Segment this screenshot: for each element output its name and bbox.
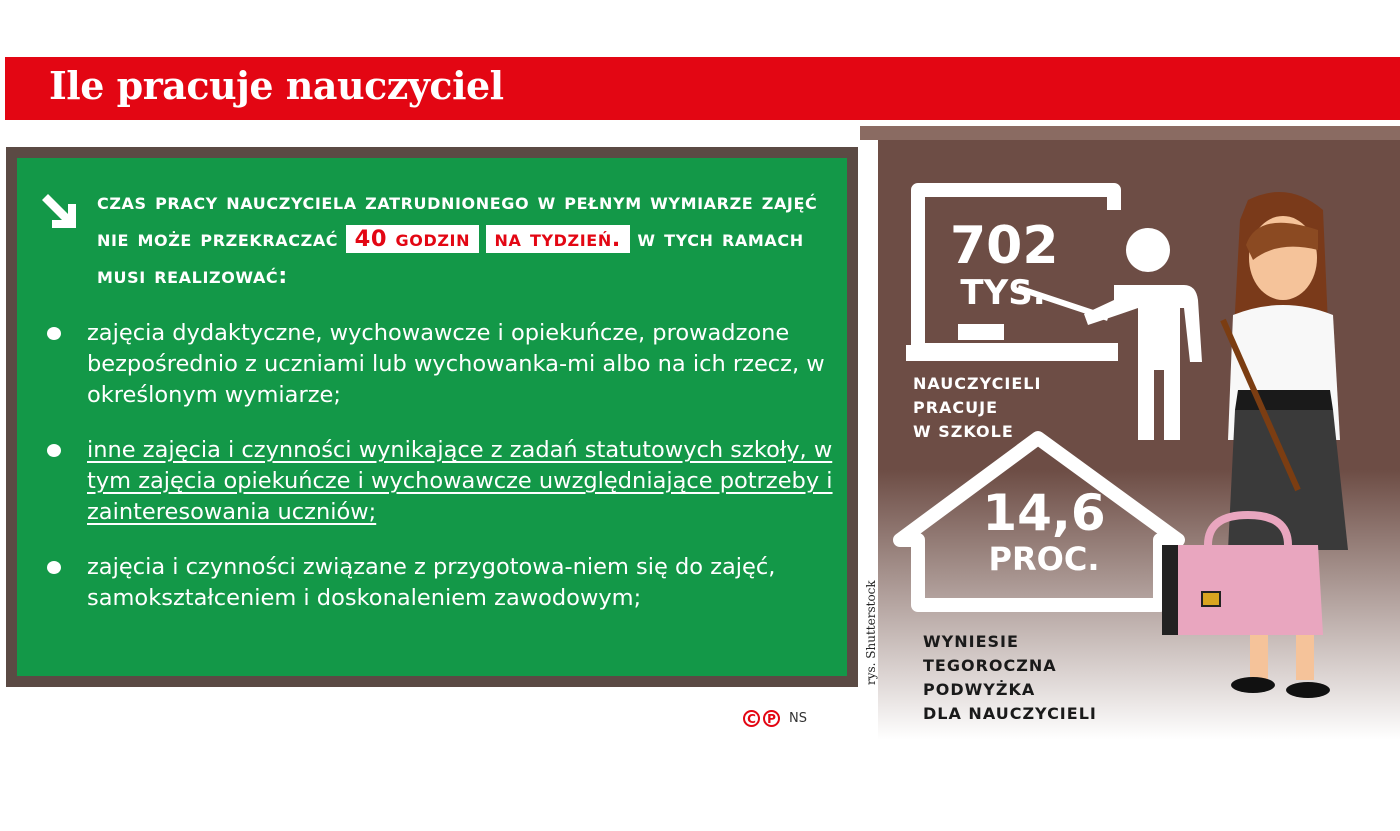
arrow-down-right-icon [38, 190, 82, 234]
list-item [43, 318, 833, 411]
heading-highlight-week: na tydzień. [487, 226, 629, 252]
list-item [43, 435, 833, 528]
page-title: Ile pracuje nauczyciel [49, 63, 504, 108]
list-item-text: inne zajęcia i czynności wynikające z zadań statutowych szkoły, w tym zajęcia opiekuńcze i wychowawcze uwzględniające potrzeby i zainteresowania uczniów; [87, 437, 833, 525]
stat-teachers-unit: TYS. [960, 273, 1046, 313]
stat-teachers-number: 702 [950, 216, 1059, 276]
bullet-dot-icon [47, 444, 61, 457]
whiteboard-ledge [906, 345, 1118, 361]
stat-raise-unit: PROC. [988, 540, 1100, 578]
bullet-dot-icon [47, 561, 61, 574]
phonogram-icon: P [763, 710, 780, 727]
list-item-text: zajęcia dydaktyczne, wychowawcze i opiekuńcze, prowadzone bezpośrednio z uczniami lub wychowanka-mi albo na ich rzecz, w określonym wymiarze; [87, 320, 825, 408]
bullet-list [43, 318, 833, 638]
chalkboard [6, 147, 858, 687]
heading-text-after: w tych ramach musi realizować: [97, 226, 804, 289]
title-banner [5, 57, 1400, 120]
copyright-author: NS [789, 711, 807, 726]
heading-highlight-hours: 40 godzin [347, 226, 479, 252]
list-item [43, 552, 833, 614]
teacher-woman-illustration [1162, 192, 1348, 698]
copyright [743, 710, 807, 727]
eraser-icon [958, 324, 1004, 340]
copyright-icon: C [743, 710, 760, 727]
list-item-text: zajęcia i czynności związane z przygotowa-niem się do zajęć, samokształceniem i doskonaleniem zawodowym; [87, 554, 776, 611]
stat-raise [968, 486, 1120, 578]
heading-text-before: czas pracy nauczyciela zatrudnionego w pełnym wymiarze zajęć nie może przekraczać [97, 189, 818, 252]
stat-raise-label: WYNIESIE TEGOROCZNA PODWYŻKA DLA NAUCZYCIELI [923, 632, 1097, 723]
board-heading [97, 184, 837, 295]
stat-raise-number: 14,6 [982, 484, 1106, 542]
roof-beam [860, 126, 1400, 140]
chalkboard-surface [17, 158, 847, 676]
stat-teachers [950, 216, 1059, 313]
stat-teachers-label: NAUCZYCIELI PRACUJE W SZKOLE [913, 374, 1042, 441]
image-credit: rys. Shutterstock [864, 580, 878, 685]
bullet-dot-icon [47, 327, 61, 340]
